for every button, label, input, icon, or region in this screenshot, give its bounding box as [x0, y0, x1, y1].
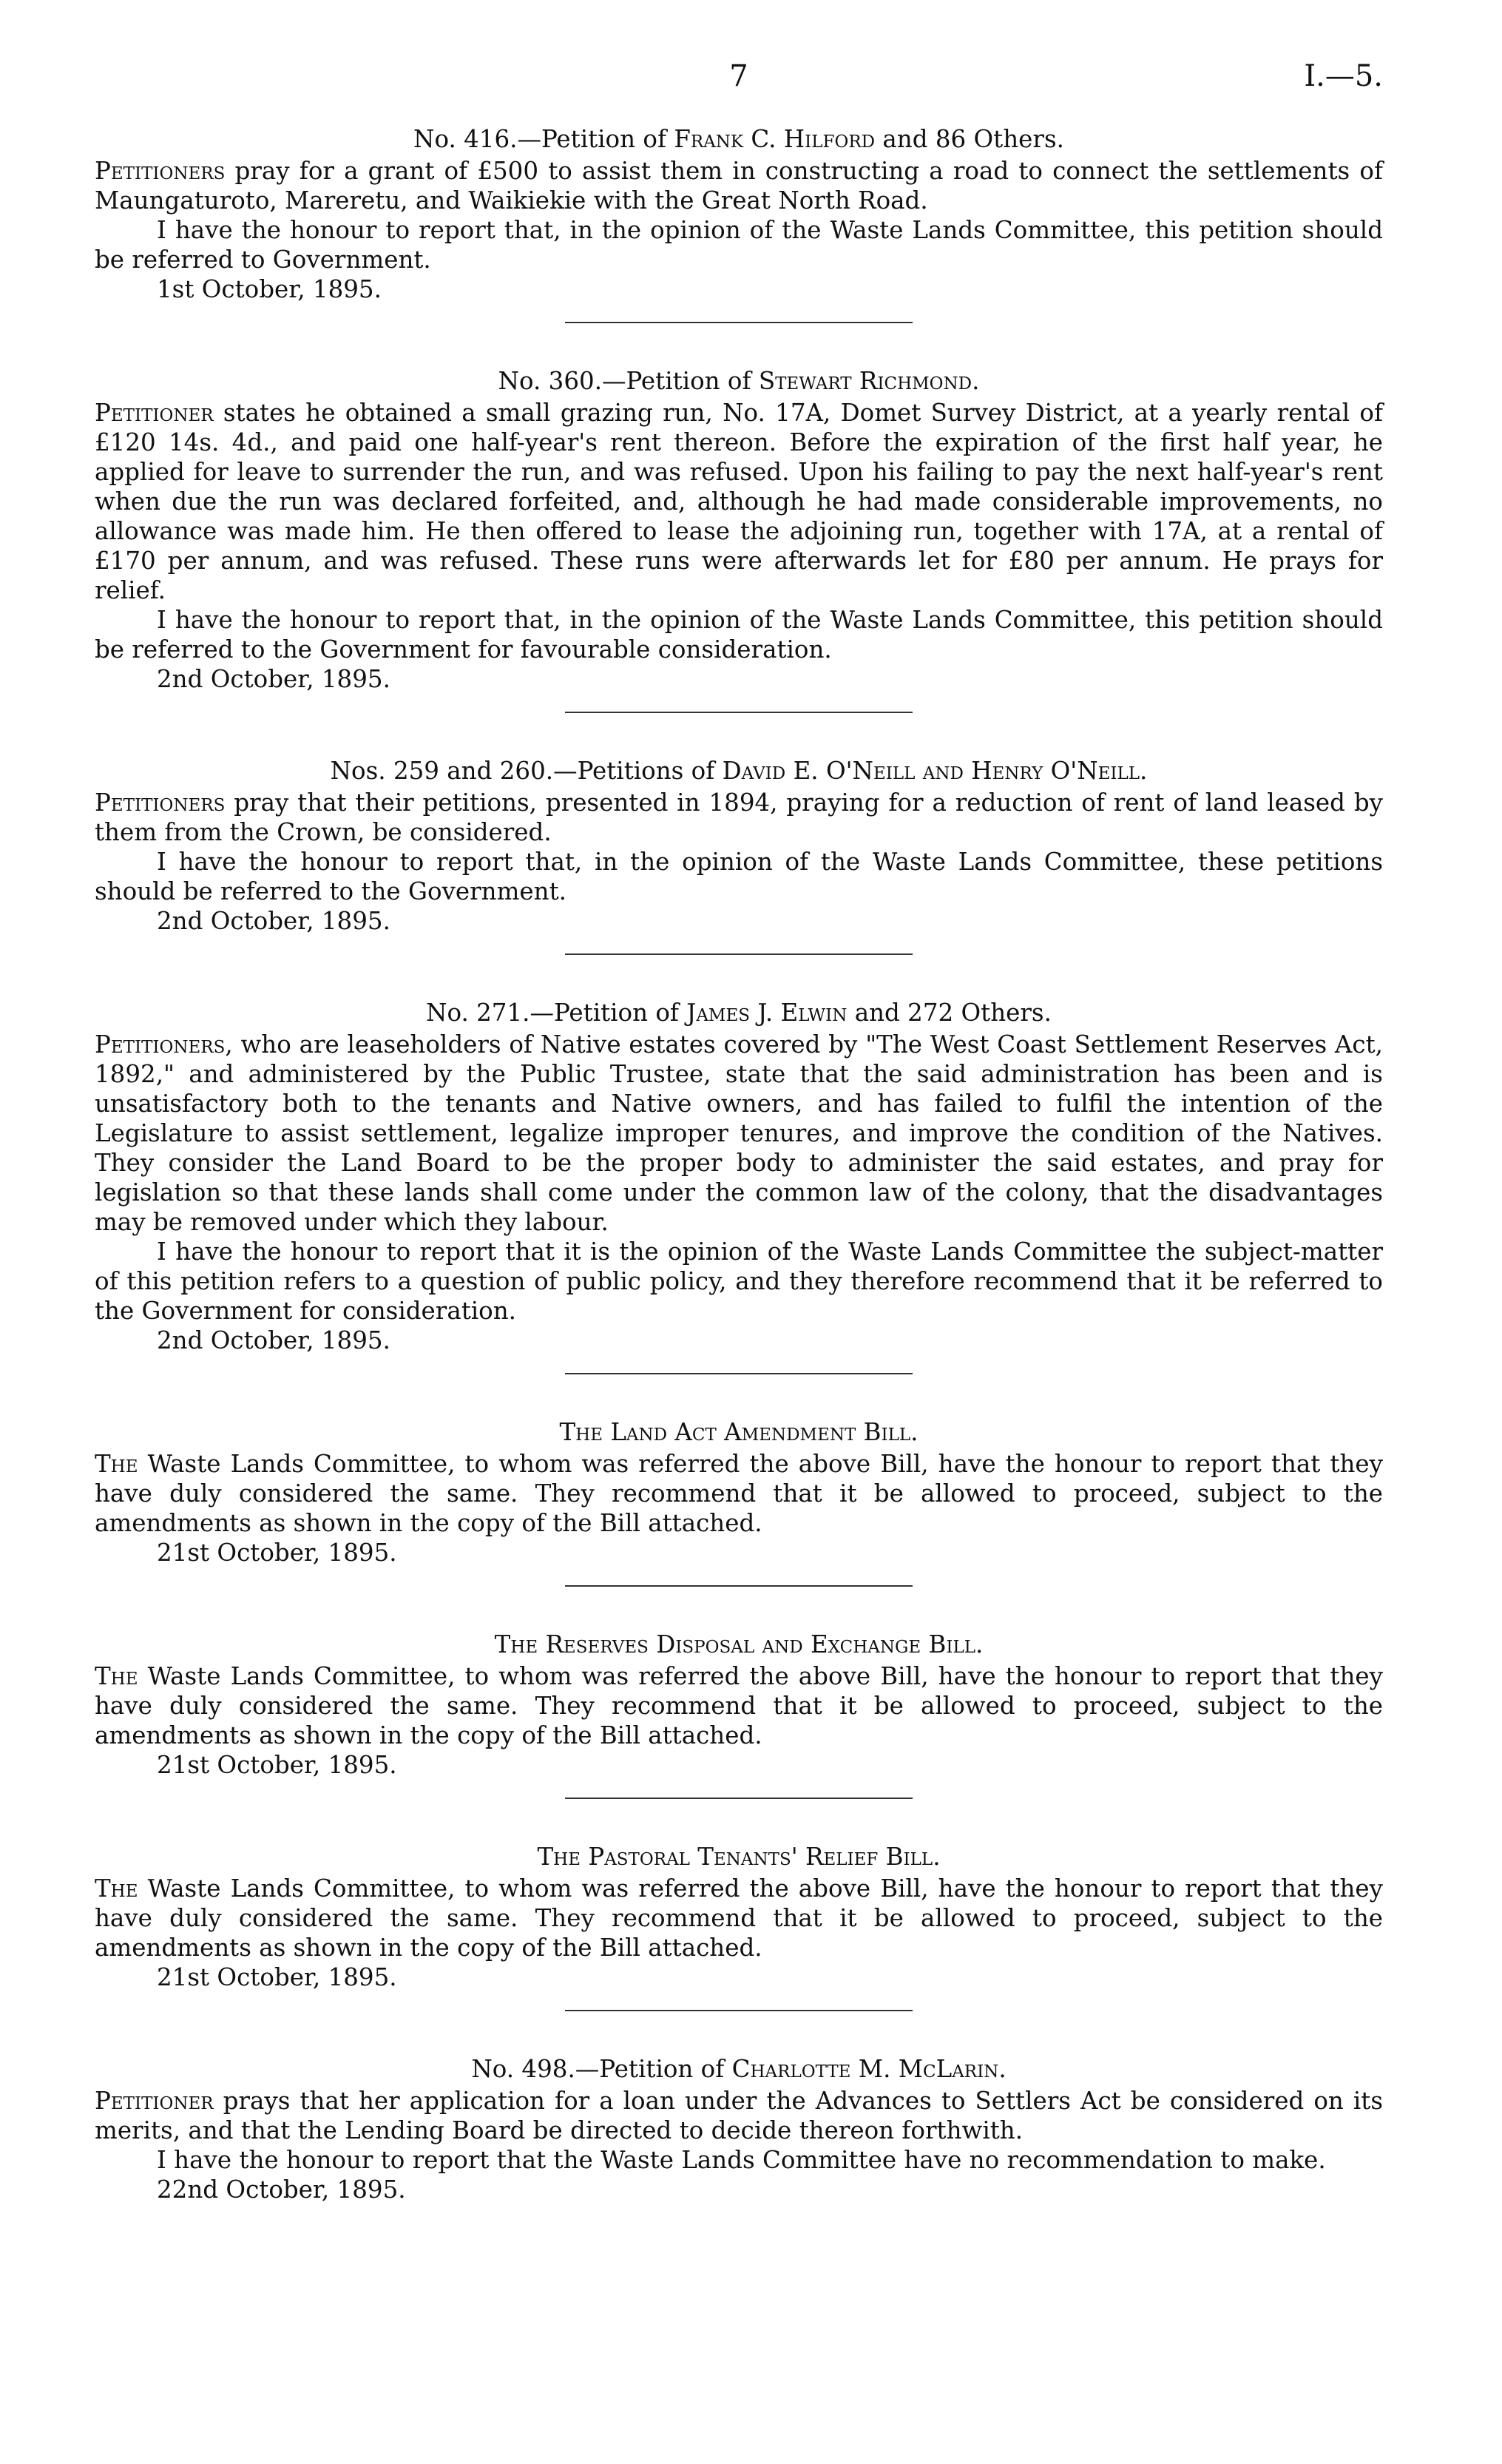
report-date: 2nd October, 1895.	[157, 907, 390, 935]
section-title-prefix: No. 416.—Petition of	[413, 125, 674, 153]
report-date: 2nd October, 1895.	[157, 665, 390, 693]
body-text: pray that their petitions, presented in 1894, praying for a reduction of rent of land leased by them from the Crown, be considered.	[95, 789, 1383, 846]
section-divider	[565, 322, 913, 323]
section-divider	[565, 1373, 913, 1374]
petition-section	[95, 1630, 1383, 1799]
body-lead-word: Petitioner	[95, 399, 214, 427]
section-title-name: The Pastoral Tenants' Relief Bill.	[537, 1843, 941, 1871]
section-title	[95, 1417, 1383, 1447]
report-date: 21st October, 1895.	[157, 1751, 397, 1779]
petition-section	[95, 1417, 1383, 1587]
petition-section	[95, 366, 1383, 713]
section-title	[95, 2054, 1383, 2084]
section-divider	[565, 1798, 913, 1799]
section-body	[95, 1661, 1383, 1750]
section-title-suffix: and 272 Others.	[847, 999, 1052, 1027]
section-title	[95, 998, 1383, 1027]
body-text: prays that her application for a loan under the Advances to Settlers Act be considered on its merits, and that the Lending Board be directed to decide thereon forthwith.	[95, 2087, 1383, 2144]
section-divider	[565, 2010, 913, 2011]
section-title-name: The Reserves Disposal and Exchange Bill.	[494, 1630, 984, 1658]
page-number: 7	[729, 59, 748, 93]
report-date: 21st October, 1895.	[157, 1539, 397, 1567]
section-divider	[565, 712, 913, 713]
document-body	[95, 124, 1383, 2204]
section-title	[95, 756, 1383, 786]
committee-report: I have the honour to report that, in the opinion of the Waste Lands Committee, this petition should be referred to Government.	[95, 216, 1383, 274]
section-title	[95, 124, 1383, 154]
body-text: states he obtained a small grazing run, No. 17A, Domet Survey District, at a yearly rental of £120 14s. 4d., and paid one half-year's rent thereon. Before the expiration of the first half year, he applied for leave to surrender the run, and was refused. Upon his failing to pay the next half-year's rent when due the run was declared forfeited, and, although he had made considerable improvements, no allowance was made him. He then offered to lease the adjoining run, together with 17A, at a rental of £170 per annum, and was refused. These runs were afterwards let for £80 per annum. He prays for relief.	[95, 399, 1383, 604]
body-lead-word: The	[95, 1450, 138, 1478]
section-body	[95, 398, 1383, 605]
section-title	[95, 366, 1383, 396]
report-date: 22nd October, 1895.	[157, 2176, 406, 2204]
petition-section	[95, 1842, 1383, 2011]
section-title	[95, 1842, 1383, 1871]
committee-report: I have the honour to report that, in the opinion of the Waste Lands Committee, this petition should be referred to the Government for favourable consideration.	[95, 606, 1383, 664]
section-title-name: Frank C. Hilford	[674, 125, 876, 153]
committee-report: I have the honour to report that it is the opinion of the Waste Lands Committee the subject-matter of this petition refers to a question of public policy, and they therefore recommend that it be referred to the Government for consideration.	[95, 1238, 1383, 1325]
section-title	[95, 1630, 1383, 1659]
report-date: 21st October, 1895.	[157, 1963, 397, 1991]
running-header	[95, 59, 1383, 96]
section-divider	[565, 953, 913, 955]
section-body	[95, 788, 1383, 847]
section-title-prefix: Nos. 259 and 260.—Petitions of	[330, 757, 723, 785]
section-title-prefix: No. 498.—Petition of	[471, 2055, 732, 2083]
paper-reference: I.—5.	[1304, 59, 1383, 93]
section-title-name: The Land Act Amendment Bill.	[559, 1418, 919, 1446]
section-title-name: Charlotte M. McLarin.	[731, 2055, 1007, 2083]
committee-report: I have the honour to report that, in the opinion of the Waste Lands Committee, these petitions should be referred to the Government.	[95, 848, 1383, 905]
body-text: Waste Lands Committee, to whom was referred the above Bill, have the honour to report that they have duly considered the same. They recommend that it be allowed to proceed, subject to the amendments as shown in the copy of the Bill attached.	[95, 1874, 1383, 1962]
body-lead-word: The	[95, 1662, 138, 1690]
section-body	[95, 2086, 1383, 2145]
section-body	[95, 156, 1383, 215]
section-title-suffix: and 86 Others.	[875, 125, 1064, 153]
section-divider	[565, 1585, 913, 1587]
report-date: 2nd October, 1895.	[157, 1326, 390, 1354]
petition-section	[95, 2054, 1383, 2204]
committee-report: I have the honour to report that the Waste Lands Committee have no recommendation to make.	[157, 2146, 1326, 2174]
petition-section	[95, 756, 1383, 955]
body-lead-word: Petitioners	[95, 1030, 226, 1059]
body-text: Waste Lands Committee, to whom was referred the above Bill, have the honour to report that they have duly considered the same. They recommend that it be allowed to proceed, subject to the amendments as shown in the copy of the Bill attached.	[95, 1662, 1383, 1749]
section-title-name: David E. O'Neill and Henry O'Neill.	[722, 757, 1148, 785]
petition-section	[95, 124, 1383, 323]
section-title-name: Stewart Richmond.	[758, 367, 980, 395]
body-lead-word: Petitioners	[95, 789, 226, 817]
body-text: pray for a grant of £500 to assist them in constructing a road to connect the settlements of Maungaturoto, Mareretu, and Waikiekie with the Great North Road.	[95, 157, 1383, 215]
section-title-prefix: No. 271.—Petition of	[426, 999, 687, 1027]
section-title-name: James J. Elwin	[686, 999, 848, 1027]
body-lead-word: The	[95, 1874, 138, 1903]
body-text: Waste Lands Committee, to whom was referred the above Bill, have the honour to report that they have duly considered the same. They recommend that it be allowed to proceed, subject to the amendments as shown in the copy of the Bill attached.	[95, 1450, 1383, 1537]
petition-section	[95, 998, 1383, 1374]
section-title-prefix: No. 360.—Petition of	[498, 367, 759, 395]
section-body	[95, 1874, 1383, 1962]
section-body	[95, 1030, 1383, 1237]
report-date: 1st October, 1895.	[157, 275, 382, 303]
body-lead-word: Petitioners	[95, 157, 226, 185]
body-lead-word: Petitioner	[95, 2087, 214, 2115]
section-body	[95, 1449, 1383, 1538]
body-text: , who are leaseholders of Native estates covered by "The West Coast Settlement Reserves Act, 1892," and administered by the Public Trustee, state that the said administration has been and is unsatisfactory both to the tenants and Native owners, and has failed to fulfil the intention of the Legislature to assist settlement, legalize improper tenures, and improve the condition of the Natives. They consider the Land Board to be the proper body to administer the said estates, and pray for legislation so that these lands shall come under the common law of the colony, that the disadvantages may be removed under which they labour.	[95, 1030, 1383, 1236]
